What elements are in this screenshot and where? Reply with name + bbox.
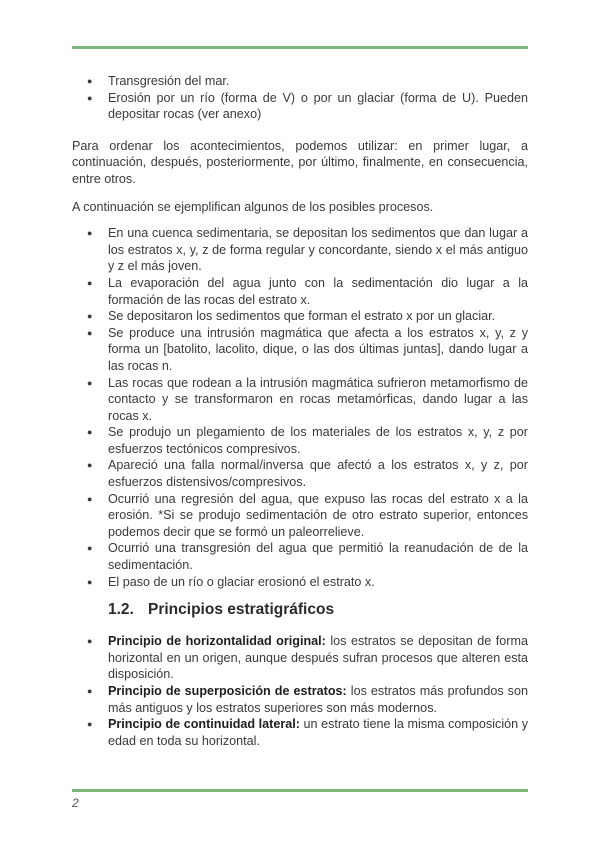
section-number: 1.2. [108,601,134,619]
section-heading [72,600,528,620]
list-item: ● El paso de un río o glaciar erosionó el estrato x. [72,574,528,591]
principle-term: Principio de continuidad lateral: [108,717,300,732]
principles-list [72,633,528,749]
principle-item [72,716,528,749]
principle-text: un estrato tiene la misma composición y edad en toda su horizontal. [108,717,528,748]
list-item: ● Apareció una falla normal/inversa que afectó a los estratos x, y z, por esfuerzos distensivos/compresivos. [72,457,528,490]
principle-term: Principio de horizontalidad original: [108,634,326,649]
list-item: ● Las rocas que rodean a la intrusión magmática sufrieron metamorfismo de contacto y se transformaron en rocas metamórficas, dando lugar a las rocas x. [72,375,528,425]
principle-item [72,633,528,683]
list-item: ● La evaporación del agua junto con la sedimentación dio lugar a la formación de las rocas del estrato x. [72,275,528,308]
list-item: ● En una cuenca sedimentaria, se depositan los sedimentos que dan lugar a los estratos x, y, z de forma regular y concordante, siendo x el más antiguo y z el más joven. [72,225,528,275]
principle-term: Principio de superposición de estratos: [108,684,347,698]
paragraph-order-words: Para ordenar los acontecimientos, podemos utilizar: en primer lugar, a continuación, después, posteriormente, por último, finalmente, en consecuencia, entre otros. [72,138,528,186]
principle-text: los estratos se depositan de forma horizontal en un origen, aunque después sufran procesos que alteren esta disposición. [108,634,528,682]
list-item: ● Se produce una intrusión magmática que afecta a los estratos x, y, z y forma un [batolito, lacolito, dique, o las dos últimas juntas], dando lugar a las rocas n. [72,325,528,375]
section-title: Principios estratigráficos [148,601,335,619]
header-rule [72,46,528,49]
paragraph-intro: A continuación se ejemplifican algunos de los posibles procesos. [72,199,434,214]
footer-rule [72,789,528,792]
top-bullet-list [72,73,528,123]
list-item: ● Ocurrió una regresión del agua, que expuso las rocas del estrato x a la erosión. *Si se produjo sedimentación de otro estrato superior, entonces podemos decir que se formó un paleorrelieve. [72,491,528,541]
list-item: ● Ocurrió una transgresión del agua que permitió la reanudación de de la sedimentación. [72,540,528,573]
principle-text: los estratos más profundos son más antiguos y los estratos superiores son más modernos. [108,684,528,715]
page-content [72,66,528,749]
principle-item [72,683,528,716]
list-item: ● Transgresión del mar. [72,73,528,90]
list-item: ● Se depositaron los sedimentos que forman el estrato x por un glaciar. [72,308,528,325]
page-number: 2 [72,796,79,810]
list-item: ● Se produjo un plegamiento de los materiales de los estratos x, y, z por esfuerzos tectónicos compresivos. [72,424,528,457]
process-bullet-list [72,225,528,590]
list-item: ● Erosión por un río (forma de V) o por un glaciar (forma de U). Pueden depositar rocas (ver anexo) [72,90,528,123]
